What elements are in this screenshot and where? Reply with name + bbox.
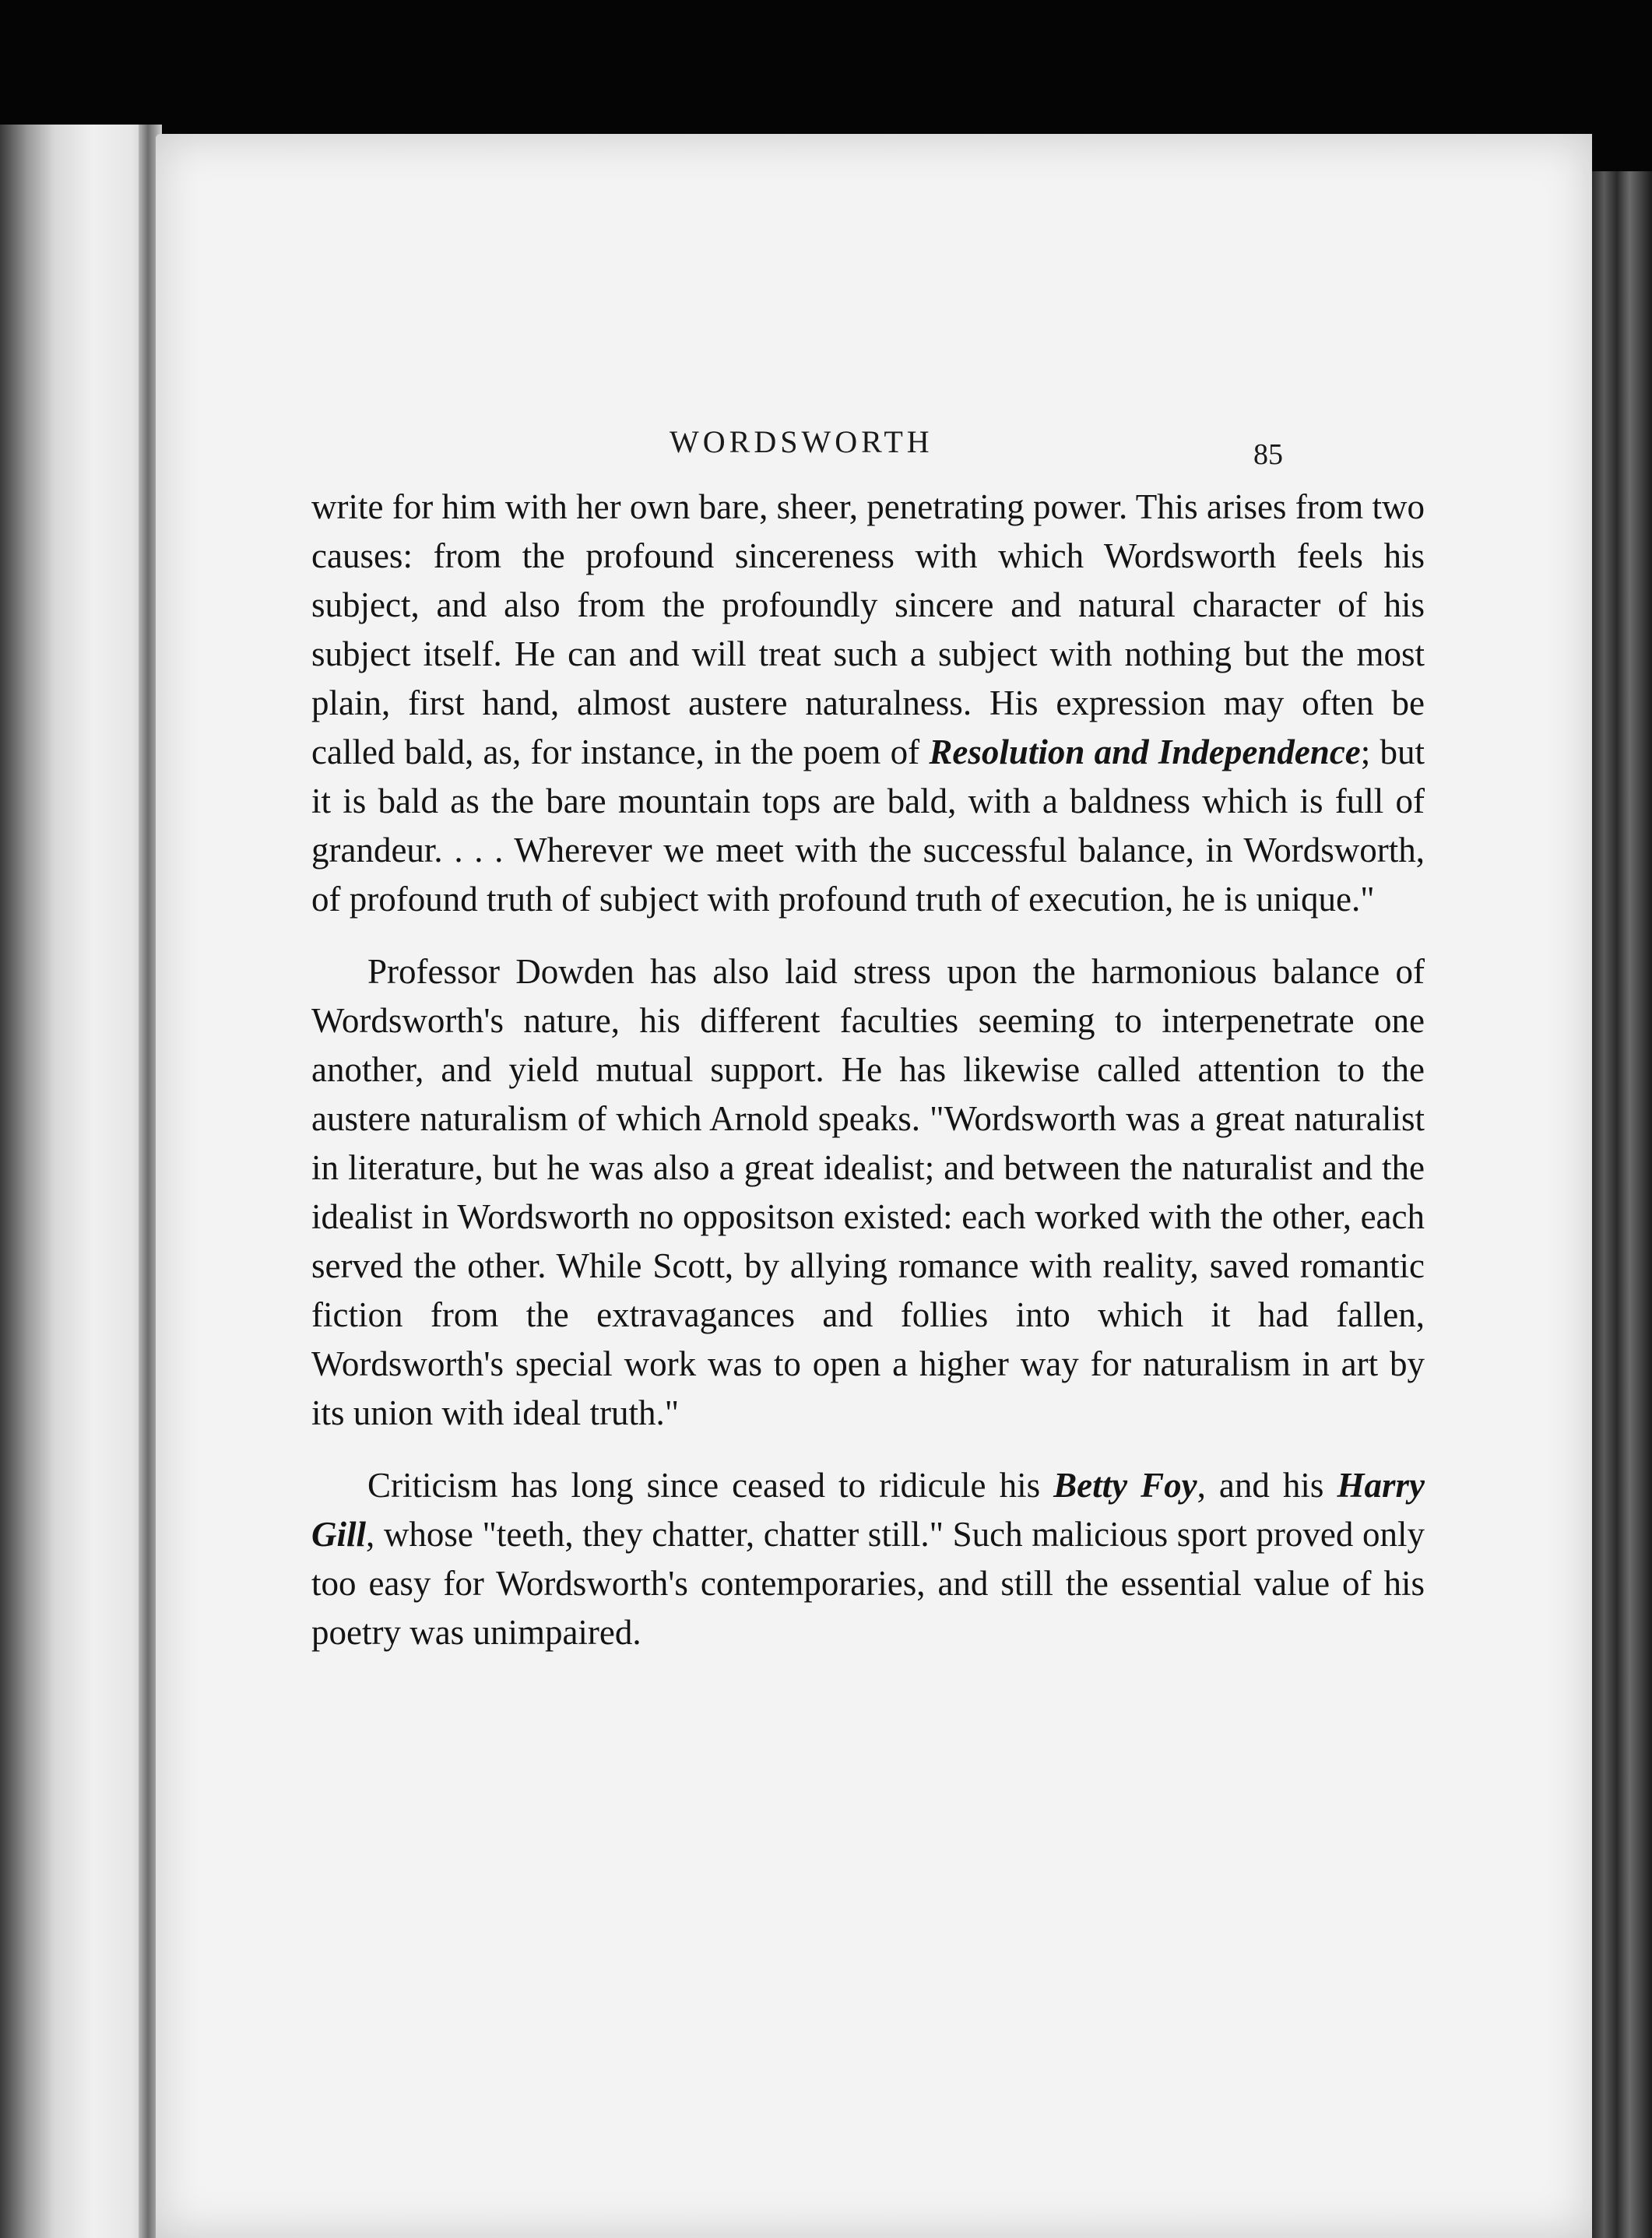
page-number: 85 — [1253, 438, 1283, 471]
book-page — [156, 134, 1592, 2238]
book-fore-edge — [1588, 171, 1652, 2238]
left-facing-page-edge — [0, 125, 156, 2238]
body-text — [311, 483, 1425, 1657]
text-segment: , and his — [1197, 1466, 1337, 1505]
paragraph-2 — [311, 947, 1425, 1438]
paragraph-3 — [311, 1461, 1425, 1657]
text-segment: ; but it is bald as the bare mountain tops are bald, with a baldness which is full of grandeur. . . . Wherever we meet with the successful balance, in Wordsworth, of profound truth of subject with profound truth of execution, he is unique." — [311, 733, 1425, 919]
text-segment: Criticism has long since ceased to ridicule his — [367, 1466, 1054, 1505]
paragraph-1 — [311, 483, 1425, 924]
page-header — [156, 423, 1592, 470]
text-segment: Professor Dowden has also laid stress upon the harmonious balance of Wordsworth's nature, his different faculties seeming to interpenetrate one another, and yield mutual support. He has likewise called attention to the austere naturalism of which Arnold speaks. "Wordsworth was a great naturalist in literature, but he was also a great idealist; and between the naturalist and the idealist in Wordsworth no oppositson existed: each worked with the other, each served the other. While Scott, by allying romance with reality, saved romantic fiction from the extravagances and follies into which it had fallen, Wordsworth's special work was to open a higher way for naturalism in art by its union with ideal truth." — [311, 952, 1425, 1432]
italic-title: Betty Foy — [1053, 1466, 1197, 1505]
running-head: WORDSWORTH — [670, 424, 933, 459]
text-segment: , whose "teeth, they chatter, chatter still." Such malicious sport proved only too easy for Wordsworth's contemporaries, and still the essential value of his poetry was unimpaired. — [311, 1515, 1425, 1652]
italic-title: Resolution and Independence — [929, 733, 1361, 771]
italic-title: Harry Gill — [311, 1466, 1425, 1554]
text-segment: write for him with her own bare, sheer, penetrating power. This arises from two causes: from the profound sincereness with which Wordsworth feels his subject, and also from the profoundly sincere and natural character of his subject itself. He can and will treat such a subject with nothing but the most plain, first hand, almost austere naturalness. His expression may often be called bald, as, for instance, in the poem of — [311, 487, 1425, 771]
